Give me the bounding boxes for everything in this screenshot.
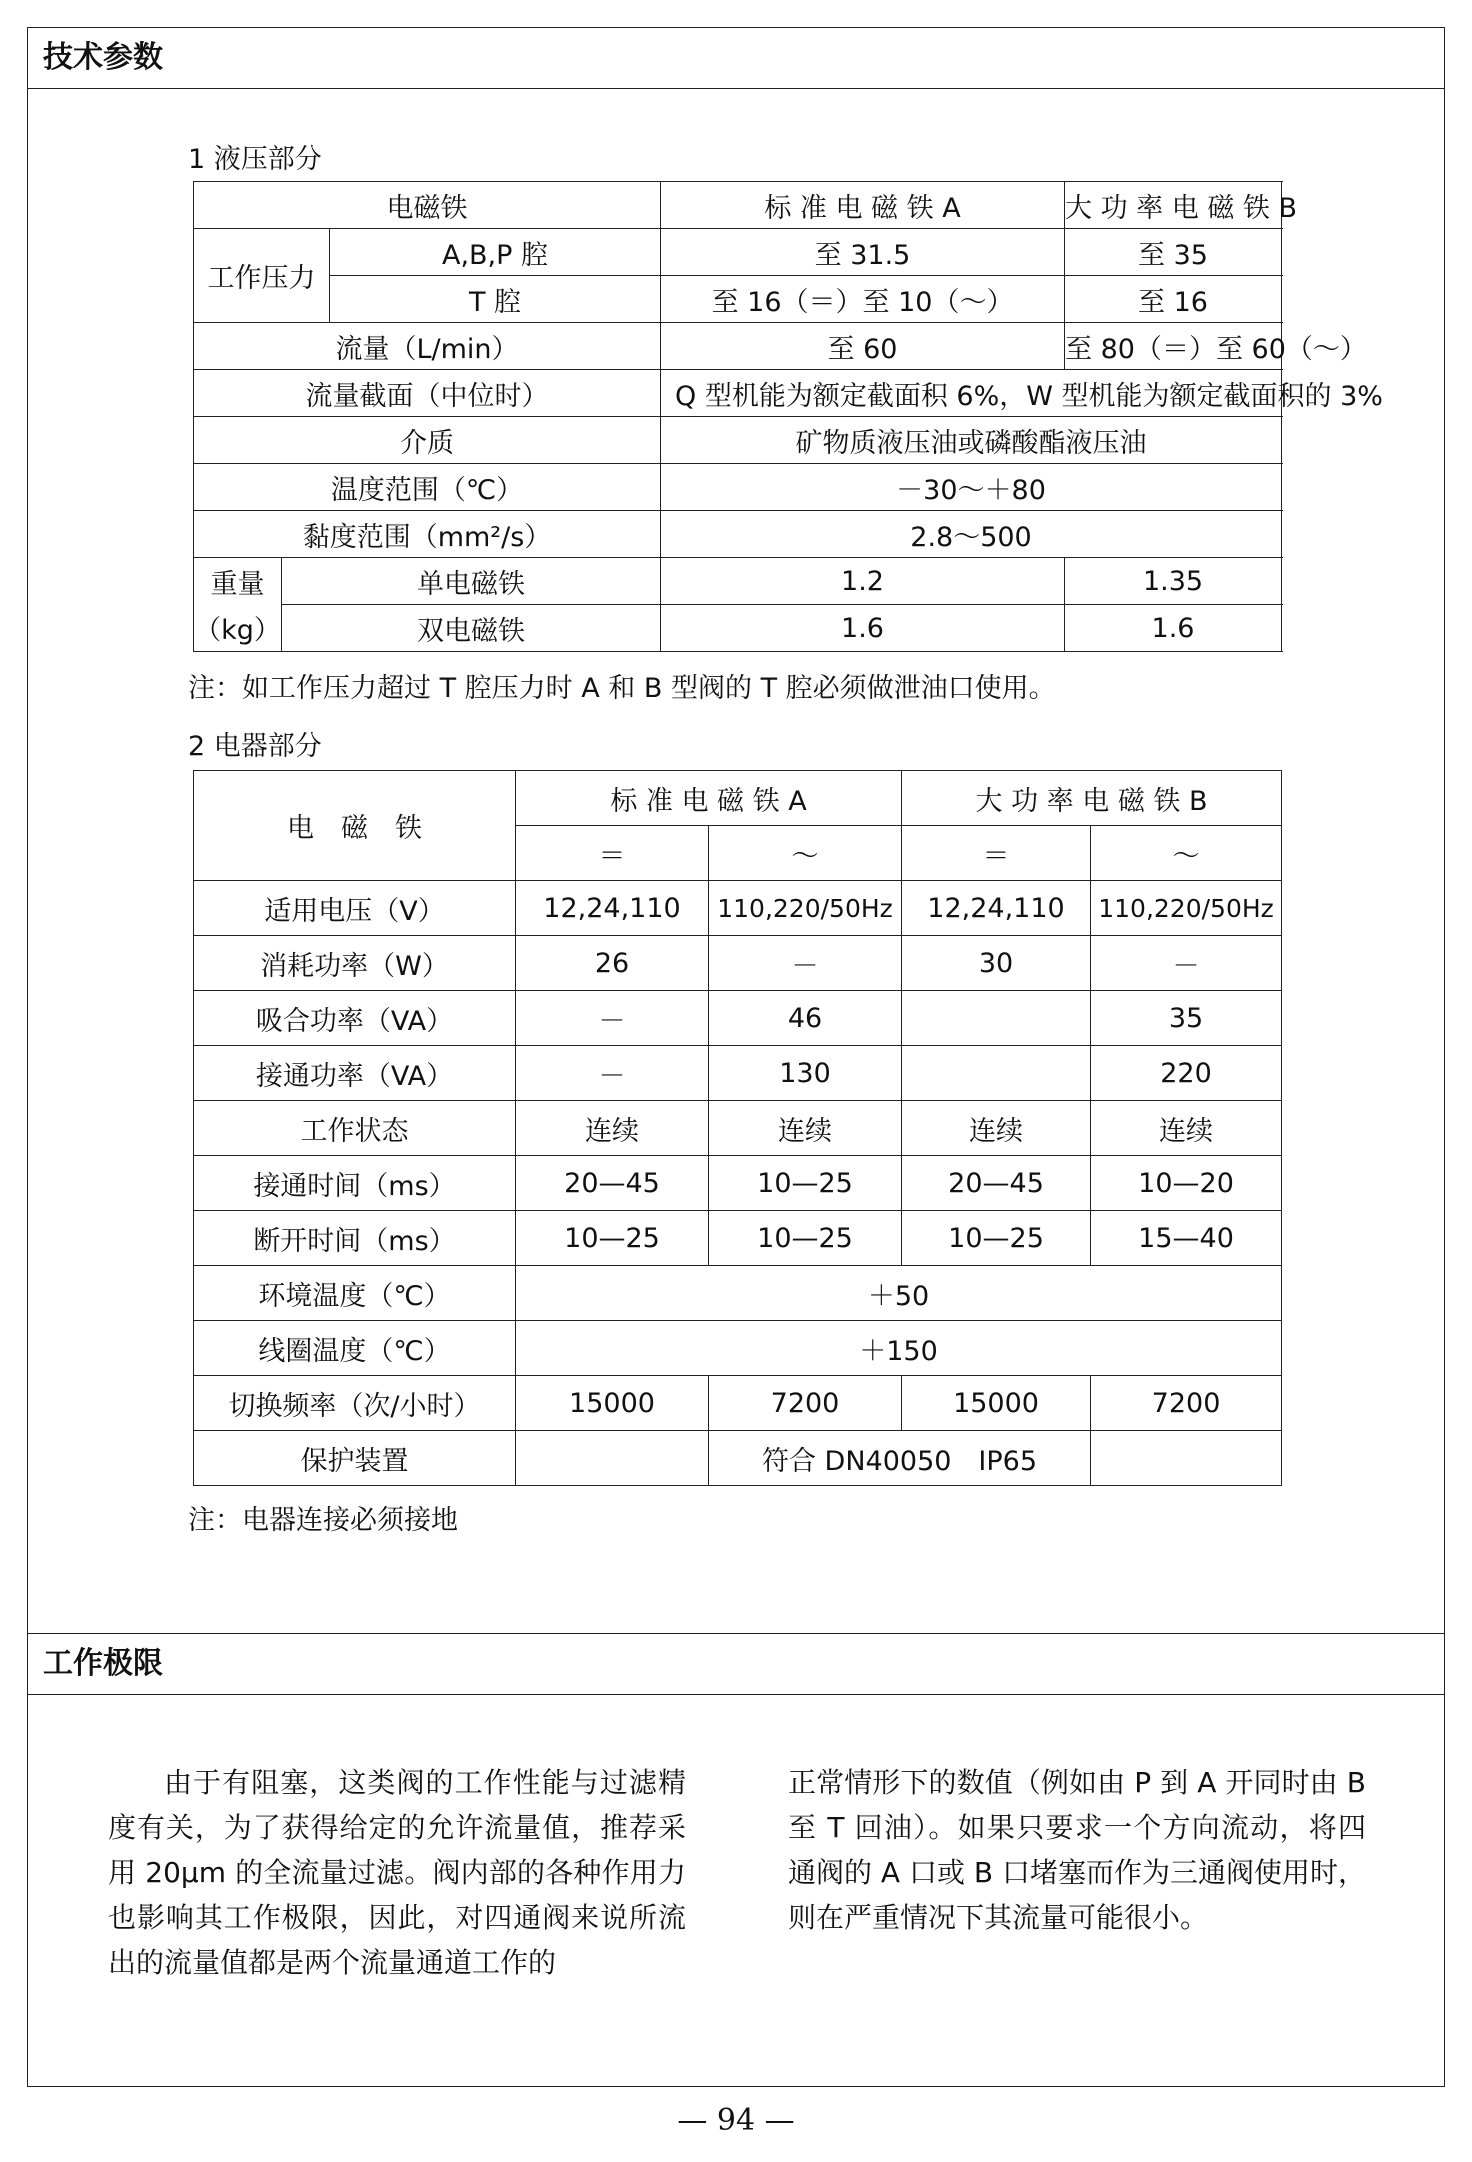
sub-label: 单电磁铁	[282, 558, 661, 605]
value-cell: 1.35	[1065, 558, 1282, 605]
table-row	[194, 558, 1282, 605]
value-cell: 符合 DN40050 IP65	[709, 1431, 1091, 1486]
section-title: 工作极限	[43, 1646, 163, 1681]
table-row	[194, 323, 1282, 370]
table-row	[194, 936, 1282, 991]
value-cell: 至 16（＝）至 10（～）	[661, 276, 1065, 323]
value-cell: 连续	[709, 1101, 902, 1156]
row-label: 工作压力	[194, 229, 330, 323]
sub-label: A,B,P 腔	[330, 229, 661, 276]
row-label: 接通功率（VA）	[194, 1046, 516, 1101]
value-cell: 12,24,110	[516, 881, 709, 936]
value-cell: －	[516, 991, 709, 1046]
row-label: 工作状态	[194, 1101, 516, 1156]
row-label: 流量截面（中位时）	[194, 370, 661, 417]
row-label: 适用电压（V）	[194, 881, 516, 936]
electrical-table	[193, 770, 1282, 1486]
table-row	[194, 991, 1282, 1046]
value-cell: 至 60	[661, 323, 1065, 370]
ac-cell: ～	[1091, 826, 1282, 881]
table-row	[194, 1101, 1282, 1156]
table-row	[194, 605, 1282, 652]
table-row	[194, 1211, 1282, 1266]
value-cell	[902, 1046, 1091, 1101]
value-cell: 至 31.5	[661, 229, 1065, 276]
row-label: 吸合功率（VA）	[194, 991, 516, 1046]
value-cell: Q 型机能为额定截面积 6%，W 型机能为额定截面积的 3%	[661, 370, 1282, 417]
electrical-heading: 2 电器部分	[188, 731, 322, 762]
body-paragraph-left: 由于有阻塞，这类阀的工作性能与过滤精度有关，为了获得给定的允许流量值，推荐采用 20μm 的全流量过滤。阀内部的各种作用力也影响其工作极限，因此，对四通阀来说所流出的流量值都是两个流量通道工作的	[108, 1766, 686, 1979]
value-cell: ＋50	[516, 1266, 1282, 1321]
sub-label: 双电磁铁	[282, 605, 661, 652]
value-cell: 至 16	[1065, 276, 1282, 323]
value-cell: 10—25	[709, 1211, 902, 1266]
dc-cell: ＝	[902, 826, 1091, 881]
value-cell	[902, 991, 1091, 1046]
value-cell: 至 80（＝）至 60（～）	[1065, 323, 1282, 370]
hydraulic-table	[193, 181, 1383, 652]
table-row	[194, 1156, 1282, 1211]
ac-cell: ～	[709, 826, 902, 881]
value-cell: 26	[516, 936, 709, 991]
value-cell: 1.2	[661, 558, 1065, 605]
value-cell: 10—25	[709, 1156, 902, 1211]
row-label: 流量（L/min）	[194, 323, 661, 370]
value-cell: 20—45	[902, 1156, 1091, 1211]
row-label: （kg）	[194, 605, 282, 652]
row-label: 接通时间（ms）	[194, 1156, 516, 1211]
value-cell: 20—45	[516, 1156, 709, 1211]
value-cell: －	[1091, 936, 1282, 991]
value-cell: －	[516, 1046, 709, 1101]
table-row	[194, 182, 1282, 229]
header-cell-b: 大 功 率 电 磁 铁 B	[1065, 182, 1282, 229]
hydraulic-heading: 1 液压部分	[188, 144, 322, 175]
value-cell: 30	[902, 936, 1091, 991]
row-label: 重量	[194, 558, 282, 605]
value-cell	[1091, 1431, 1282, 1486]
value-cell: 矿物质液压油或磷酸酯液压油	[661, 417, 1282, 464]
table-row	[194, 229, 1282, 276]
value-cell: 220	[1091, 1046, 1282, 1101]
value-cell: 2.8～500	[661, 511, 1282, 558]
value-cell: 15000	[516, 1376, 709, 1431]
header-cell-a: 标 准 电 磁 铁 A	[661, 182, 1065, 229]
row-label: 线圈温度（℃）	[194, 1321, 516, 1376]
value-cell: 15000	[902, 1376, 1091, 1431]
table-row	[194, 1266, 1282, 1321]
page-number: — 94 —	[677, 2103, 795, 2138]
value-cell: 130	[709, 1046, 902, 1101]
hydraulic-note: 注：如工作压力超过 T 腔压力时 A 和 B 型阀的 T 腔必须做泄油口使用。	[188, 673, 1056, 704]
body-paragraph-right: 正常情形下的数值（例如由 P 到 A 开同时由 B 至 T 回油）。如果只要求一个方向流动，将四通阀的 A 口或 B 口堵塞而作为三通阀使用时，则在严重情况下其流量可能很小。	[788, 1766, 1366, 1934]
table-row	[194, 464, 1282, 511]
value-cell: ＋150	[516, 1321, 1282, 1376]
value-cell: 12,24,110	[902, 881, 1091, 936]
row-label: 切换频率（次/小时）	[194, 1376, 516, 1431]
table-row	[194, 771, 1282, 826]
section-header-work-limits	[27, 1633, 1445, 1695]
value-cell: 7200	[1091, 1376, 1282, 1431]
value-cell: 7200	[709, 1376, 902, 1431]
electrical-note: 注：电器连接必须接地	[188, 1505, 458, 1536]
header-cell: 电磁铁	[194, 182, 661, 229]
value-cell	[516, 1431, 709, 1486]
table-row	[194, 276, 1282, 323]
value-cell: 1.6	[1065, 605, 1282, 652]
value-cell: 15—40	[1091, 1211, 1282, 1266]
value-cell: －30～＋80	[661, 464, 1282, 511]
table-row	[194, 1431, 1282, 1486]
table-row	[194, 1321, 1282, 1376]
row-label: 黏度范围（mm²/s）	[194, 511, 661, 558]
table-row	[194, 1046, 1282, 1101]
table-row	[194, 881, 1282, 936]
value-cell: 10—20	[1091, 1156, 1282, 1211]
section-title: 技术参数	[43, 40, 163, 75]
row-label: 介质	[194, 417, 661, 464]
value-cell: 10—25	[516, 1211, 709, 1266]
table-row	[194, 417, 1282, 464]
header-cell: 电 磁 铁	[194, 771, 516, 881]
header-cell-b: 大 功 率 电 磁 铁 B	[902, 771, 1282, 826]
header-cell-a: 标 准 电 磁 铁 A	[516, 771, 902, 826]
row-label: 保护装置	[194, 1431, 516, 1486]
value-cell: 1.6	[661, 605, 1065, 652]
value-cell: 连续	[1091, 1101, 1282, 1156]
value-cell: 46	[709, 991, 902, 1046]
value-cell: 至 35	[1065, 229, 1282, 276]
table-row	[194, 511, 1282, 558]
table-row	[194, 370, 1282, 417]
section-header-tech-params	[27, 27, 1445, 89]
value-cell: 连续	[902, 1101, 1091, 1156]
row-label: 温度范围（℃）	[194, 464, 661, 511]
value-cell: 连续	[516, 1101, 709, 1156]
value-cell: －	[709, 936, 902, 991]
row-label: 环境温度（℃）	[194, 1266, 516, 1321]
sub-label: T 腔	[330, 276, 661, 323]
row-label: 断开时间（ms）	[194, 1211, 516, 1266]
table-row	[194, 1376, 1282, 1431]
row-label: 消耗功率（W）	[194, 936, 516, 991]
dc-cell: ＝	[516, 826, 709, 881]
value-cell: 10—25	[902, 1211, 1091, 1266]
value-cell: 110,220/50Hz	[1091, 881, 1282, 936]
value-cell: 110,220/50Hz	[709, 881, 902, 936]
value-cell: 35	[1091, 991, 1282, 1046]
